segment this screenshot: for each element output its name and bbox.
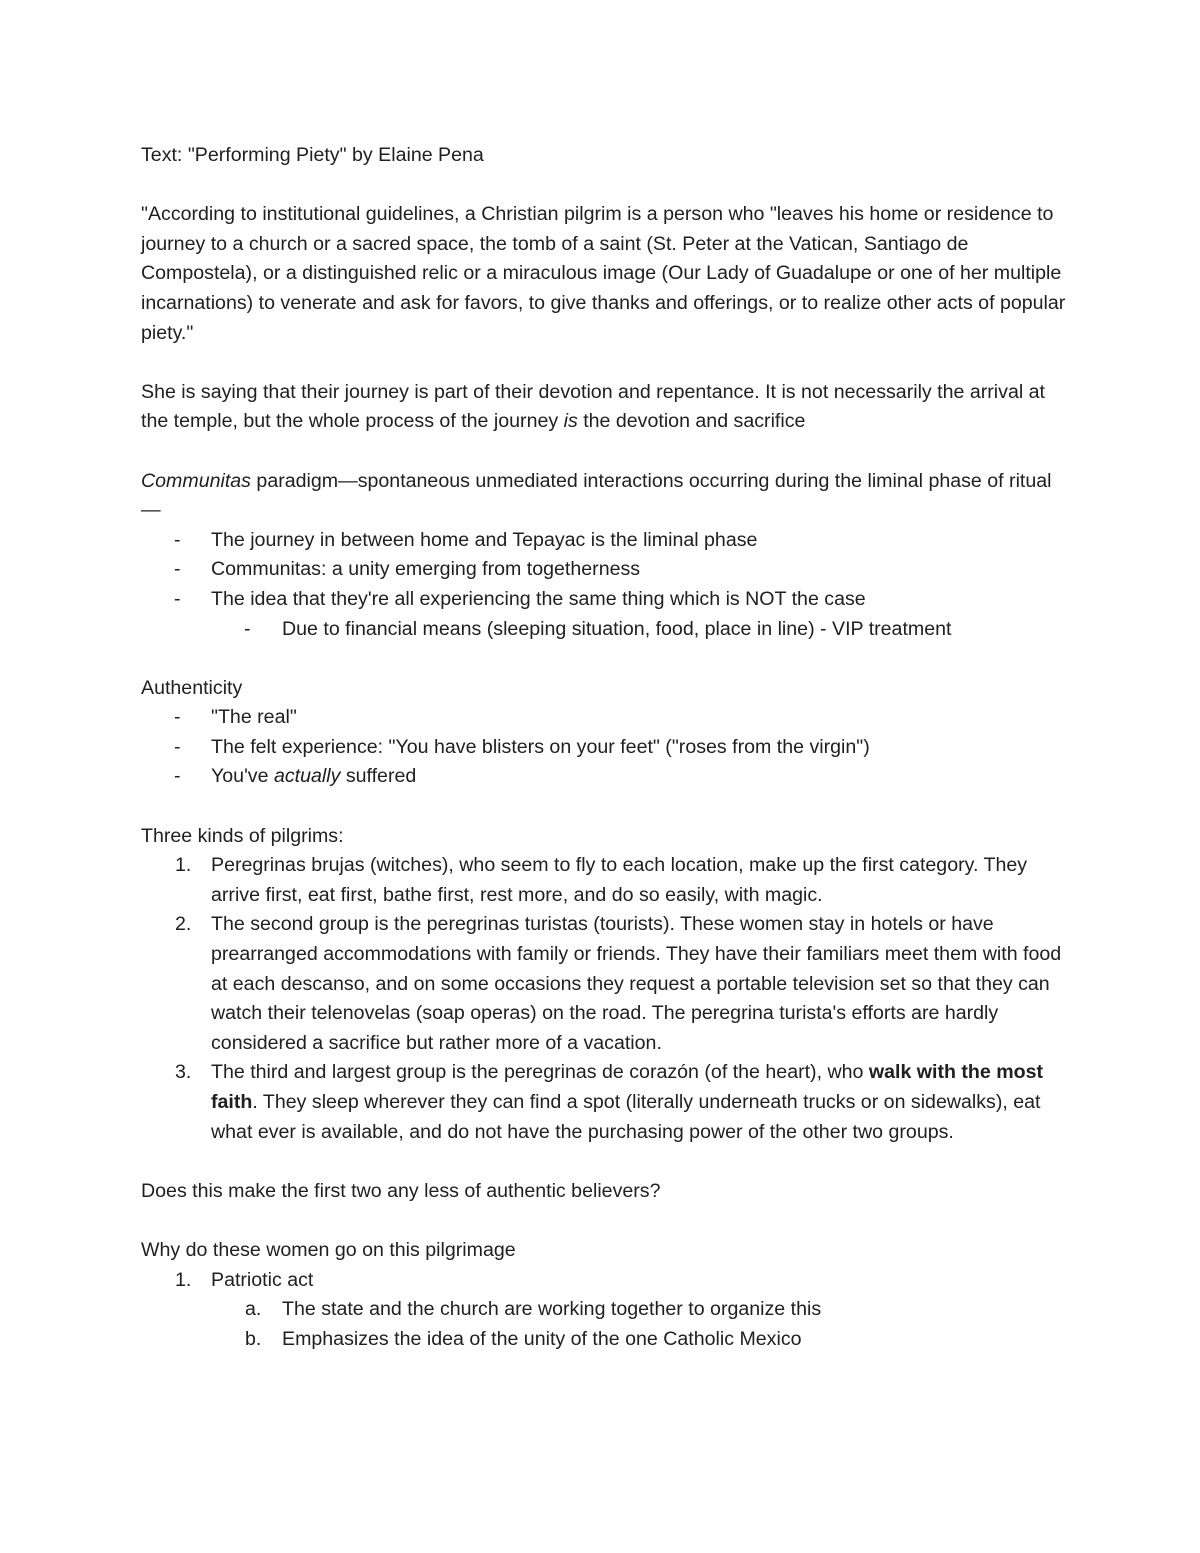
list-item-text: The idea that they're all experiencing the same thing which is NOT the case [211,587,866,610]
sub-list-item-text: Due to financial means (sleeping situation, food, place in line) - VIP treatment [282,617,952,640]
summary-emphasis: is [563,410,578,433]
text-run: You've [211,765,274,788]
number-marker: 2. [175,913,192,936]
numbered-item [141,1266,1071,1296]
numbered-item-text: Patriotic act [211,1268,314,1291]
summary-text-end: the devotion and sacrifice [577,410,806,433]
dash-marker: - [174,735,181,758]
question-paragraph: Does this make the first two any less of authentic believers? [141,1179,661,1202]
dash-marker: - [174,765,181,788]
lettered-sub-item [141,1295,1071,1325]
list-item [141,526,1071,556]
pilgrims-heading: Three kinds of pilgrims: [141,824,344,847]
letter-marker: b. [245,1327,262,1350]
number-marker: 3. [175,1061,192,1084]
list-item-text: The journey in between home and Tepayac is the liminal phase [211,528,758,551]
list-item [141,733,1071,763]
list-item [141,585,1071,615]
list-item [141,762,1071,792]
numbered-item-text [211,1058,1071,1147]
text-run: . They sleep wherever they can find a spot (literally underneath trucks or on sidewalks), eat what ever is available, and do not have the purchasing power of the other two groups. [211,1091,1041,1143]
number-marker: 1. [175,1268,192,1291]
authenticity-heading: Authenticity [141,676,243,699]
numbered-item [141,851,1071,910]
lettered-sub-item-text: The state and the church are working together to organize this [282,1298,822,1321]
letter-marker: a. [245,1298,262,1321]
list-item-text: The felt experience: "You have blisters on your feet" ("roses from the virgin") [211,735,870,758]
dash-marker: - [174,558,181,581]
text-run: suffered [340,765,417,788]
quote-paragraph: "According to institutional guidelines, a Christian pilgrim is a person who "leaves his home or residence to journey to a church or a sacred space, the tomb of a saint (St. Peter at the Vatican, Santiago de Compostela), or a distinguished relic or a miraculous image (Our Lady of Guadalupe or one of her multiple incarnations) to venerate and ask for favors, to give thanks and offerings, or to realize other acts of popular piety." [141,203,1066,344]
dash-marker: - [174,706,181,729]
document-page [141,141,1071,1354]
bold-phrase: walk with the most faith [211,1061,1044,1113]
sub-list-item [141,615,1071,645]
communitas-definition [141,467,1071,526]
list-item-text [211,762,1071,792]
text-run: The third and largest group is the peregrinas de corazón (of the heart), who [211,1061,869,1084]
dash-marker: - [174,528,181,551]
numbered-item-text: Peregrinas brujas (witches), who seem to fly to each location, make up the first category. They arrive first, eat first, bathe first, rest more, and do so easily, with magic. [211,854,1028,906]
document-title: Text: "Performing Piety" by Elaine Pena [141,144,484,166]
list-item [141,703,1071,733]
numbered-item [141,1058,1071,1147]
lettered-sub-item [141,1325,1071,1355]
emphasis-actually: actually [273,765,341,788]
dash-marker: - [244,617,251,640]
communitas-definition-text: paradigm—spontaneous unmediated interactions occurring during the liminal phase of ritual— [141,469,1052,522]
dash-marker: - [174,587,181,610]
communitas-term: Communitas [141,469,251,492]
lettered-sub-item-text: Emphasizes the idea of the unity of the one Catholic Mexico [282,1327,802,1350]
numbered-item-text: The second group is the peregrinas turistas (tourists). These women stay in hotels or have prearranged accommodations with family or friends. They have their familiars meet them with food at each descanso, and on some occasions they request a portable television set so that they can watch their telenovelas (soap operas) on the road. The peregrina turista's efforts are hardly considered a sacrifice but rather more of a vacation. [211,913,1062,1054]
numbered-item [141,910,1071,1058]
number-marker: 1. [175,854,192,877]
summary-paragraph [141,378,1071,437]
summary-text: She is saying that their journey is part of their devotion and repentance. It is not necessarily the arrival at the temple, but the whole process of the journey [141,380,1045,433]
why-heading: Why do these women go on this pilgrimage [141,1238,516,1261]
list-item [141,555,1071,585]
list-item-text: Communitas: a unity emerging from togetherness [211,558,641,581]
list-item-text: "The real" [211,706,297,729]
